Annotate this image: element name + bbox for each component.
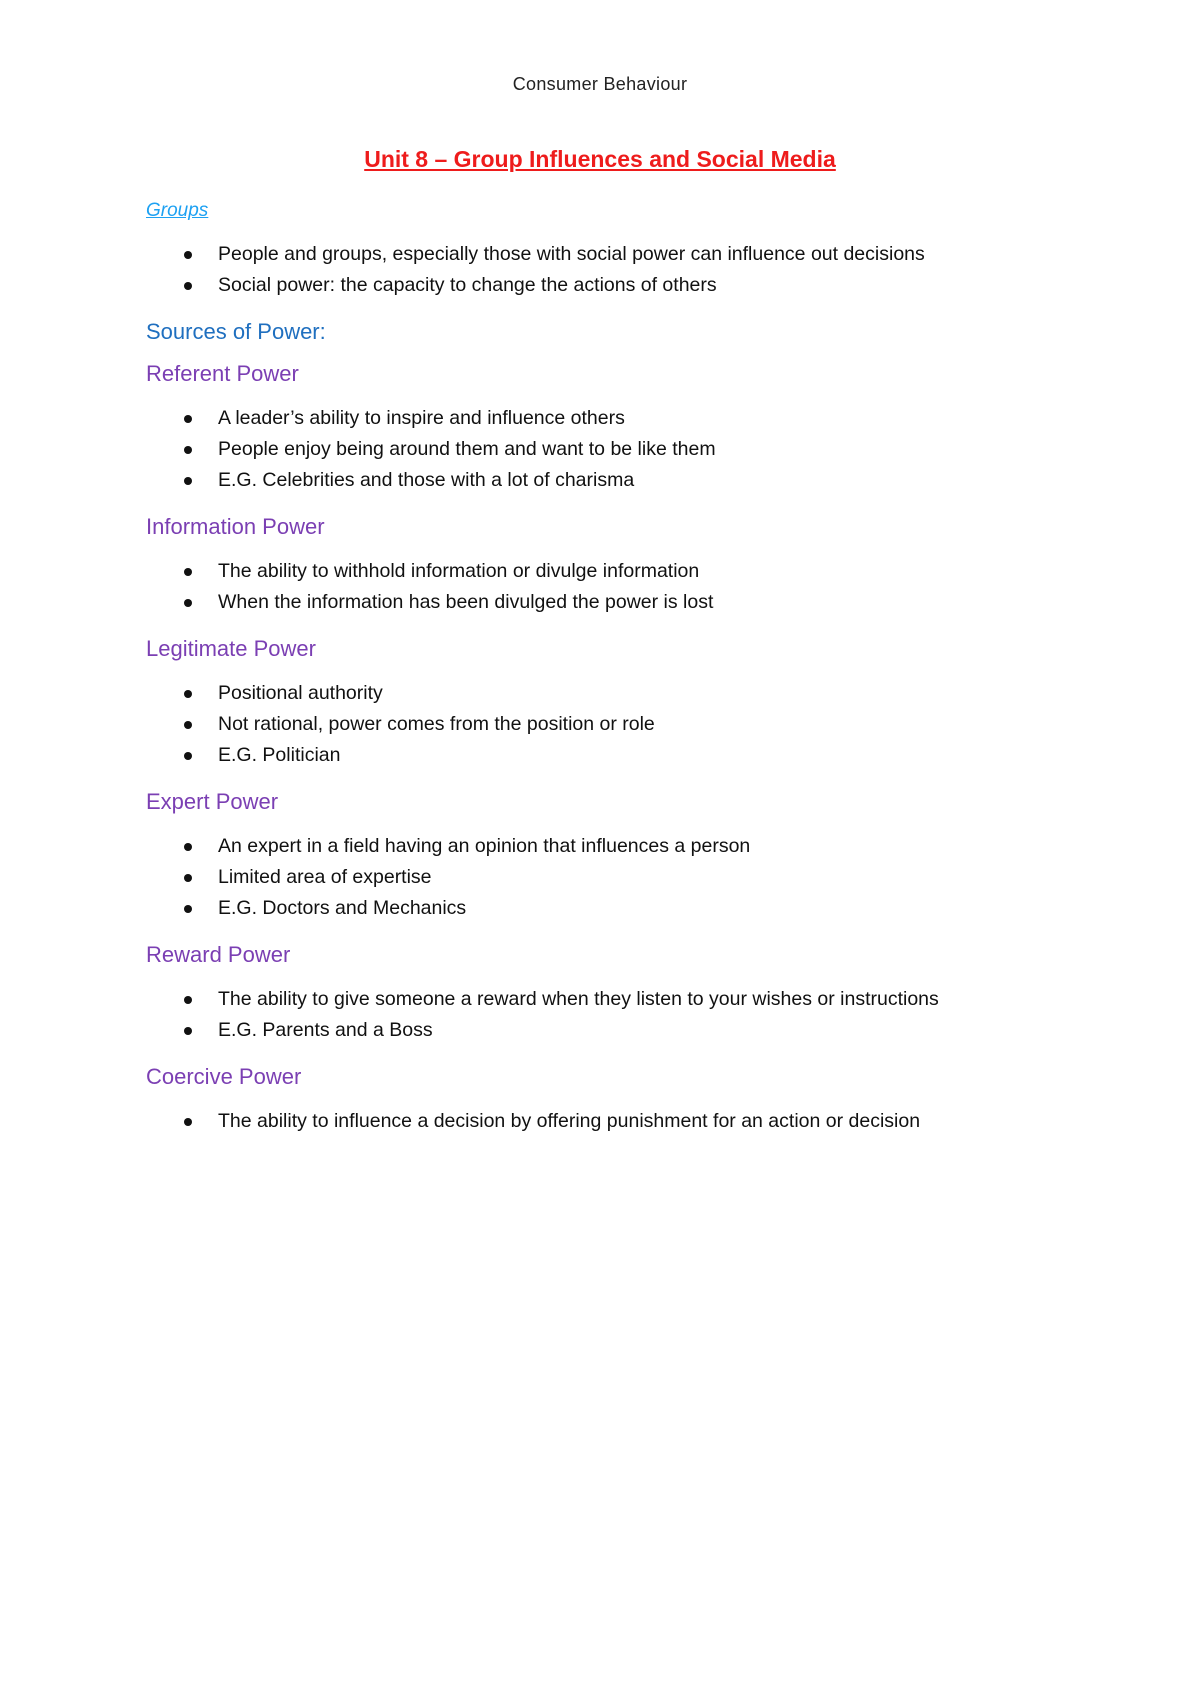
groups-heading: Groups (146, 200, 209, 221)
section-list (146, 1106, 1146, 1137)
list-item-text: The ability to withhold information or divulge information (218, 560, 700, 582)
list-item (146, 556, 1146, 587)
list-item (146, 403, 1146, 434)
bullet-icon (184, 1118, 192, 1126)
bullet-icon (184, 446, 192, 454)
list-item (146, 1015, 1146, 1046)
section-legitimate-power (146, 636, 1146, 771)
list-item-text: Not rational, power comes from the position or role (218, 713, 655, 735)
list-item (146, 678, 1146, 709)
section-list (146, 403, 1146, 496)
list-item-text: An expert in a field having an opinion that influences a person (218, 835, 751, 857)
groups-list (146, 239, 1146, 301)
list-item (146, 709, 1146, 740)
bullet-icon (184, 996, 192, 1004)
bullet-icon (184, 905, 192, 913)
list-item (146, 893, 1146, 924)
bullet-icon (184, 282, 192, 290)
bullet-icon (184, 477, 192, 485)
bullet-icon (184, 1027, 192, 1035)
list-item-text: Limited area of expertise (218, 866, 432, 888)
list-item-text: E.G. Politician (218, 744, 341, 766)
document-title: Unit 8 – Group Influences and Social Media (364, 146, 836, 172)
section-coercive-power (146, 1064, 1146, 1137)
list-item-text: E.G. Doctors and Mechanics (218, 897, 467, 919)
document-body (146, 199, 1146, 1155)
list-item-text: E.G. Celebrities and those with a lot of charisma (218, 469, 635, 491)
list-item-text: People and groups, especially those with social power can influence out decisions (218, 243, 925, 265)
list-item (146, 434, 1146, 465)
section-list (146, 984, 1146, 1046)
bullet-icon (184, 599, 192, 607)
bullet-icon (184, 251, 192, 259)
section-heading: Information Power (146, 514, 325, 539)
list-item (146, 465, 1146, 496)
section-heading: Expert Power (146, 789, 279, 814)
bullet-icon (184, 721, 192, 729)
bullet-icon (184, 568, 192, 576)
section-list (146, 678, 1146, 771)
list-item-text: People enjoy being around them and want to be like them (218, 438, 716, 460)
list-item-text: The ability to influence a decision by offering punishment for an action or decision (218, 1110, 921, 1132)
list-item (146, 1106, 1146, 1137)
section-expert-power (146, 789, 1146, 924)
section-information-power (146, 514, 1146, 618)
list-item (146, 984, 1146, 1015)
list-item (146, 740, 1146, 771)
list-item (146, 862, 1146, 893)
list-item-text: Positional authority (218, 682, 383, 704)
list-item (146, 831, 1146, 862)
sources-heading: Sources of Power: (146, 319, 326, 344)
bullet-icon (184, 415, 192, 423)
section-heading: Legitimate Power (146, 636, 316, 661)
section-heading: Coercive Power (146, 1064, 302, 1089)
bullet-icon (184, 843, 192, 851)
bullet-icon (184, 874, 192, 882)
section-referent-power (146, 361, 1146, 496)
list-item-text: Social power: the capacity to change the actions of others (218, 274, 717, 296)
list-item-text: The ability to give someone a reward when they listen to your wishes or instructions (218, 988, 939, 1010)
list-item-text: A leader’s ability to inspire and influence others (218, 407, 625, 429)
list-item-text: E.G. Parents and a Boss (218, 1019, 433, 1041)
list-item (146, 270, 1146, 301)
section-reward-power (146, 942, 1146, 1046)
section-heading: Reward Power (146, 942, 291, 967)
list-item (146, 239, 1146, 270)
section-list (146, 831, 1146, 924)
bullet-icon (184, 752, 192, 760)
list-item (146, 587, 1146, 618)
bullet-icon (184, 690, 192, 698)
list-item-text: When the information has been divulged the power is lost (218, 591, 714, 613)
page-header: Consumer Behaviour (512, 74, 688, 94)
section-list (146, 556, 1146, 618)
section-heading: Referent Power (146, 361, 299, 386)
